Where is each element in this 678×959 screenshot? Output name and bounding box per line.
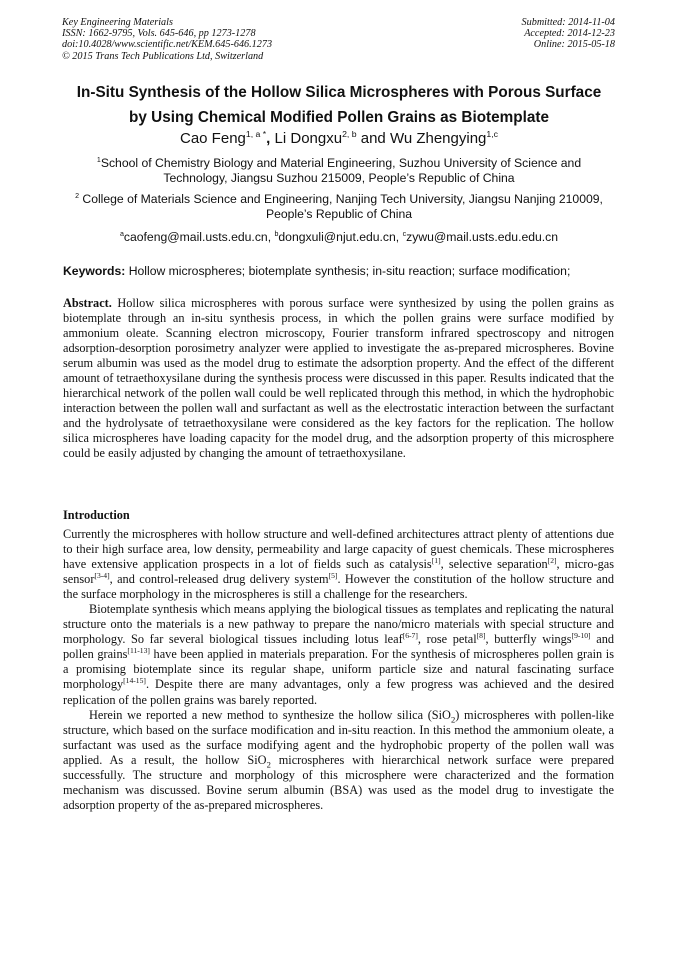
title-line-2: by Using Chemical Modified Pollen Grains as Biotemplate — [129, 109, 549, 126]
email-address[interactable]: caofeng@mail.usts.edu.cn, — [123, 230, 275, 244]
text-run: , selective separation — [440, 557, 548, 572]
section-heading-introduction: Introduction — [63, 508, 130, 522]
affiliation-1 — [70, 156, 608, 186]
affiliation-text: People’s Republic of China — [265, 207, 413, 222]
subscript: 2 — [266, 759, 271, 770]
text-run: . However the constitution of the hollow structure and the surface morphology in the microspheres is still a challenge for the researchers. — [63, 572, 614, 602]
citation[interactable]: [8] — [476, 631, 486, 641]
text-run: microspheres with hierarchical network surface were prepared successfully. The structure and morphology of this microsphere were characterized and the formation mechanism was discussed. Bovine serum albumin (BSA) was used as the model drug to investigate the adsorption property of the as-prepared microspheres. — [63, 752, 614, 812]
issn-line: ISSN: 1662-9795, Vols. 645-646, pp 1273-1278 — [62, 28, 256, 40]
copyright-line: © 2015 Trans Tech Publications Ltd, Switzerland — [62, 50, 264, 62]
affiliation-num: 1 — [96, 156, 101, 164]
subscript: 2 — [450, 714, 456, 725]
accepted-date: Accepted: 2014-12-23 — [524, 28, 615, 40]
affiliation-2 — [70, 192, 608, 222]
journal-name: Key Engineering Materials — [62, 17, 173, 28]
abstract — [63, 296, 614, 462]
author-sup: 1, a * — [245, 129, 267, 139]
keywords — [63, 264, 623, 279]
citation[interactable]: [6-7] — [402, 631, 418, 641]
email-address[interactable]: zywu@mail.usts.edu.edu.cn — [406, 230, 559, 244]
keywords-label: Keywords: — [63, 264, 126, 278]
text-run: . Despite there are many advantages, only a few progress was achieved and the desired replication of the pollen grains was barely reported. — [63, 677, 614, 707]
author-sup: 1,c — [486, 129, 498, 139]
citation[interactable]: [14-15] — [123, 676, 146, 686]
email-sup: c — [402, 230, 407, 238]
abstract-text: Hollow silica microspheres with porous surface were synthesized by using the pollen grains as biotemplate through an in-situ synthesis process, in which the pollen grains were surface modified by ammonium oleate. Scanning electron microscopy, Fourier transform infrared spectroscopy and nitrogen adsorption-desorption porosimetry analyzer were applied to investigate the as-prepared microspheres. Bovine serum albumin was used as the model drug to estimate the adsorption property. And the effect of the different amount of tetraethoxysilane during the synthesis process were discussed in this paper. Results indicated that the hierarchical network of the pollen wall could be well replicated through this method, in which the hydrophobic interaction between the pollen wall and surfactant as well as the electrostatic interaction between the surfactant and the hydrolysate of tetraethoxysilane were considered as the key factors for the replication. The hollow silica microspheres have loading capacity for the model drug, and the adsorption property of this microsphere could be easily adjusted by changing the amount of tetraethoxysilane. — [63, 296, 614, 461]
author-separator: , — [266, 130, 275, 147]
paper-title — [50, 80, 628, 130]
text-run: and pollen grains — [63, 632, 614, 662]
abstract-label: Abstract. — [63, 296, 112, 310]
citation[interactable]: [11-13] — [127, 646, 150, 656]
affiliation-text: Technology, Jiangsu Suzhou 215009, People’s Republic of China — [163, 171, 515, 186]
citation[interactable]: [2] — [547, 556, 557, 565]
affiliation-text: College of Materials Science and Engineering, Nanjing Tech University, Jiangsu Nanjing 210009, — [79, 192, 603, 206]
text-run: have been applied in materials preparation. For the synthesis of microspheres pollen grain is a promising biotemplate since its regular shape, uniform particle size and natural fascinating surface morphology — [63, 647, 614, 692]
email-sup: b — [274, 230, 279, 238]
author-name: Wu Zhengying — [389, 130, 487, 147]
author-name: Cao Feng — [180, 130, 246, 147]
introduction-body — [63, 527, 614, 813]
submitted-date: Submitted: 2014-11-04 — [521, 17, 615, 28]
affiliation-text: School of Chemistry Biology and Material Engineering, Suzhou University of Science and — [100, 156, 582, 170]
text-run: , butterfly wings — [485, 632, 572, 647]
email-sup: a — [119, 230, 124, 238]
citation[interactable]: [1] — [431, 556, 441, 565]
author-separator: and — [356, 130, 390, 147]
text-run: , rose petal — [417, 632, 477, 647]
title-line-1: In-Situ Synthesis of the Hollow Silica Microspheres with Porous Surface — [76, 84, 602, 101]
keywords-text: Hollow microspheres; biotemplate synthesis; in-situ reaction; surface modification; — [125, 264, 571, 278]
journal-header — [62, 17, 272, 62]
affiliation-num: 2 — [75, 192, 79, 200]
dates-header — [522, 17, 615, 51]
text-run: Herein we reported a new method to synthesize the hollow silica (SiO — [89, 707, 451, 722]
online-date: Online: 2015-05-18 — [533, 39, 615, 51]
email-address[interactable]: dongxuli@njut.edu.cn, — [278, 230, 403, 244]
email-list — [60, 230, 618, 245]
author-sup: 2, b — [342, 129, 357, 139]
text-run: Biotemplate synthesis which means applying the biological tissues as templates and replicating the natural structure onto the materials is a new pathway to prepare the nano/micro materials with special structure and morphology. So far several biological tissues including lotus leaf — [63, 602, 614, 647]
citation[interactable]: [9-10] — [571, 631, 591, 641]
doi-line: doi:10.4028/www.scientific.net/KEM.645-646.1273 — [62, 39, 273, 51]
text-run: , micro-gas sensor — [63, 557, 614, 587]
text-run: , and control-released drug delivery system — [109, 572, 329, 587]
text-run: ) microspheres with pollen-like structure, which based on the surface modification and in-situ reaction. In this method the ammonium oleate, a surfactant was used as the surface modifying agent and the hydrophobic property of the pollen wall was applied. As a result, the hollow SiO — [63, 707, 614, 767]
author-list — [60, 128, 618, 150]
citation[interactable]: [3-4] — [94, 571, 110, 581]
text-run: Currently the microspheres with hollow structure and well-defined architectures attract plenty of attentions due to their high surface area, low density, permeability and large capacity of guest chemicals. These microspheres have extensive application prospects in a lot of fields such as catalysis — [63, 527, 614, 572]
citation[interactable]: [5] — [328, 571, 338, 581]
paragraph-2 — [63, 602, 614, 707]
paragraph-3 — [63, 708, 614, 813]
author-name: Li Dongxu — [274, 130, 343, 147]
paragraph-1 — [63, 527, 614, 602]
